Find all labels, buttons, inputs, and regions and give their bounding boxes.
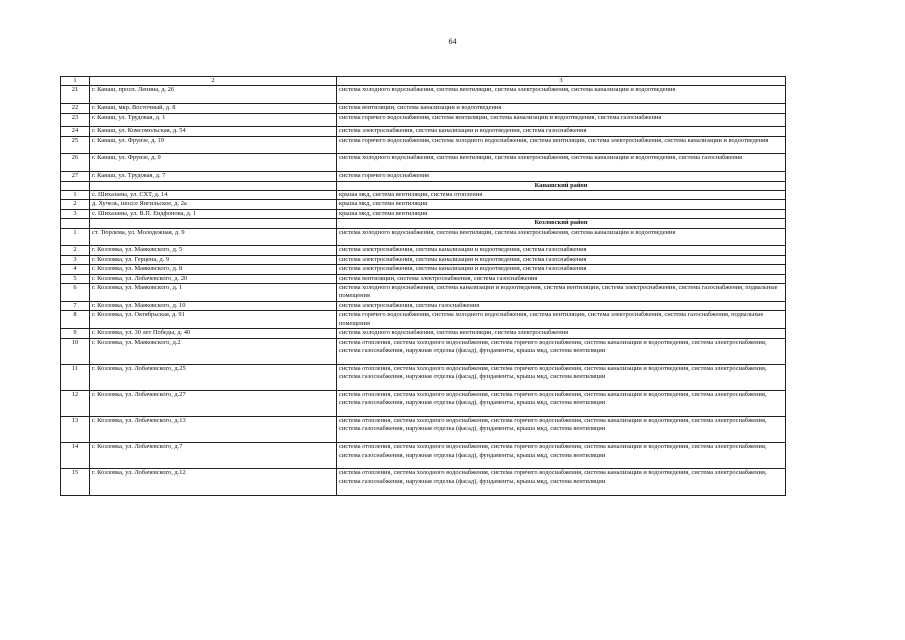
row-works: система отопления, система холодного водоснабжения, система горячего водоснабжения, система канализации и водоотведения, система электроснабжения, система газоснабжения, наружная отделка (фасад), фундаменты, крыша мкд, система вентиляции [337,443,786,469]
table-row [61,104,786,113]
section-empty-cell [61,219,90,228]
row-address: г. Козловка, ул. Маяковского, д. 5 [90,246,337,255]
row-address: г. Канаш, ул. Комсомольская, д. 54 [90,127,337,136]
row-number: 24 [61,127,90,136]
row-works: система отопления, система холодного водоснабжения, система горячего водоснабжения, система канализации и водоотведения, система электроснабжения, система газоснабжения, наружная отделка (фасад), фундаменты, крыша мкд, система вентиляции [337,469,786,495]
row-works: система отопления, система холодного водоснабжения, система горячего водоснабжения, система канализации и водоотведения, система электроснабжения, система газоснабжения, наружная отделка (фасад), фундаменты, крыша мкд, система вентиляции [337,364,786,390]
row-address: г. Канаш, просп. Ленина, д. 26 [90,86,337,104]
table-row [61,390,786,416]
row-number: 23 [61,113,90,127]
row-number: 15 [61,469,90,495]
table-row [61,284,786,302]
table-row [61,172,786,181]
row-address: с. Шихазаны, ул. В.П. Ендфонова, д. 1 [90,209,337,218]
table-row [61,265,786,274]
row-works: система горячего водоснабжения, система холодного водоснабжения, система вентиляции, система электроснабжения, система канализации и водоотведения [337,136,786,154]
row-number: 25 [61,136,90,154]
row-number: 21 [61,86,90,104]
row-address: ст. Тюрлема, ул. Молодежная, д. 9 [90,228,337,246]
row-address: г. Козловка, ул. Маяковского, д. 1 [90,284,337,302]
row-address: г. Канаш, ул. Фрунзе, д. 9 [90,154,337,172]
row-address: г. Козловка, ул. Октябрьская, д. 91 [90,311,337,329]
row-number: 4 [61,265,90,274]
row-number: 3 [61,209,90,218]
table-row [61,154,786,172]
row-number: 12 [61,390,90,416]
header-col-address: 2 [90,77,337,86]
row-works: система отопления, система холодного водоснабжения, система горячего водоснабжения, система канализации и водоотведения, система электроснабжения, система газоснабжения, наружная отделка (фасад), фундаменты, крыша мкд, система вентиляции [337,338,786,364]
row-address: г. Канаш, мкр. Восточный, д. 8 [90,104,337,113]
table-row [61,274,786,283]
row-works: система холодного водоснабжения, система вентиляции, система электроснабжения, система канализации и водоотведения [337,86,786,104]
section-empty-cell [90,181,337,190]
table-row [61,246,786,255]
row-address: г. Козловка, ул. Маяковского, д. 10 [90,301,337,310]
row-address: г. Козловка, ул. Герцена, д. 9 [90,255,337,264]
row-address: г. Канаш, ул. Трудовая, д. 1 [90,113,337,127]
row-number: 26 [61,154,90,172]
row-address: г. Козловка, ул. Лобачевского, д.25 [90,364,337,390]
row-number: 1 [61,228,90,246]
table-row [61,191,786,200]
section-row [61,181,786,190]
section-empty-cell [90,219,337,228]
row-works: крыша мкд, система вентиляции, система отопления [337,191,786,200]
table-row [61,136,786,154]
row-address: г. Козловка, ул. 30 лет Победы, д. 40 [90,329,337,338]
row-address: г. Козловка, ул. Лобачевского, д.7 [90,443,337,469]
row-works: система электроснабжения, система канализации и водоотведения, система газоснабжения [337,127,786,136]
row-works: система электроснабжения, система газоснабжения [337,301,786,310]
table-row [61,417,786,443]
row-works: система холодного водоснабжения, система канализации и водоотведения, система вентиляции, система электроснабжения, система газоснабжения, подвальные помещения [337,284,786,302]
row-works: система горячего водоснабжения, система вентиляции, система канализации и водоотведения, система газоснабжения [337,113,786,127]
table-row [61,113,786,127]
row-works: система вентиляции, система канализации и водоотведения [337,104,786,113]
table-row [61,329,786,338]
row-address: с. Шихазаны, ул. СХТ, д. 14 [90,191,337,200]
section-row [61,219,786,228]
table-row [61,443,786,469]
works-table [60,76,786,496]
table-row [61,200,786,209]
table-row [61,338,786,364]
row-number: 2 [61,200,90,209]
table-header-row [61,77,786,86]
row-address: г. Козловка, ул. Маяковского, д. 8 [90,265,337,274]
row-works: система электроснабжения, система канализации и водоотведения, система газоснабжения [337,265,786,274]
row-address: г. Козловка, ул. Лобачевского, д.12 [90,469,337,495]
row-number: 5 [61,274,90,283]
row-works: система холодного водоснабжения, система вентиляции, система электроснабжения [337,329,786,338]
row-number: 2 [61,246,90,255]
row-works: система горячего водоснабжения, система холодного водоснабжения, система вентиляции, система электроснабжения, система газоснабжения, подвальные помещения [337,311,786,329]
table-row [61,301,786,310]
row-address: г. Канаш, ул. Трудовая, д. 7 [90,172,337,181]
row-number: 3 [61,255,90,264]
row-address: г. Козловка, ул. Лобачевского, д.27 [90,390,337,416]
header-col-works: 3 [337,77,786,86]
row-works: крыша мкд, система вентиляции [337,200,786,209]
table-row [61,86,786,104]
row-number: 8 [61,311,90,329]
row-number: 7 [61,301,90,310]
header-col-number: 1 [61,77,90,86]
row-works: система электроснабжения, система канализации и водоотведения, система газоснабжения [337,255,786,264]
row-number: 10 [61,338,90,364]
row-number: 1 [61,191,90,200]
section-title: Канашский район [337,181,786,190]
works-table-body [61,77,786,496]
row-works: система холодного водоснабжения, система вентиляции, система электроснабжения, система канализации и водоотведения [337,228,786,246]
row-address: д. Хучель, шоссе Янгильское, д. 2а [90,200,337,209]
page-number: 64 [448,37,457,46]
row-address: г. Козловка, ул. Лобачевского, д.13 [90,417,337,443]
table-row [61,469,786,495]
row-number: 6 [61,284,90,302]
section-empty-cell [61,181,90,190]
row-address: г. Козловка, ул. Лобачевского, д. 20 [90,274,337,283]
row-number: 14 [61,443,90,469]
row-address: г. Канаш, ул. Фрунзе, д. 19 [90,136,337,154]
row-number: 13 [61,417,90,443]
table-row [61,127,786,136]
row-works: система холодного водоснабжения, система вентиляции, система электроснабжения, система канализации и водоотведения, система газоснабжения [337,154,786,172]
row-works: система горячего водоснабжения [337,172,786,181]
row-works: система отопления, система холодного водоснабжения, система горячего водоснабжения, система канализации и водоотведения, система электроснабжения, система газоснабжения, наружная отделка (фасад), фундаменты, крыша мкд, система вентиляции [337,417,786,443]
row-number: 9 [61,329,90,338]
row-address: г. Козловка, ул. Маяковского, д.2 [90,338,337,364]
row-works: система вентиляции, система электроснабжения, система газоснабжения [337,274,786,283]
row-works: система отопления, система холодного водоснабжения, система горячего водоснабжения, система канализации и водоотведения, система электроснабжения, система газоснабжения, наружная отделка (фасад), фундаменты, крыша мкд, система вентиляции [337,390,786,416]
table-row [61,209,786,218]
row-number: 27 [61,172,90,181]
table-row [61,311,786,329]
table-row [61,364,786,390]
table-row [61,228,786,246]
table-row [61,255,786,264]
row-number: 22 [61,104,90,113]
row-number: 11 [61,364,90,390]
row-works: крыша мкд, система вентиляции [337,209,786,218]
section-title: Козловский район [337,219,786,228]
row-works: система электроснабжения, система канализации и водоотведения, система газоснабжения [337,246,786,255]
